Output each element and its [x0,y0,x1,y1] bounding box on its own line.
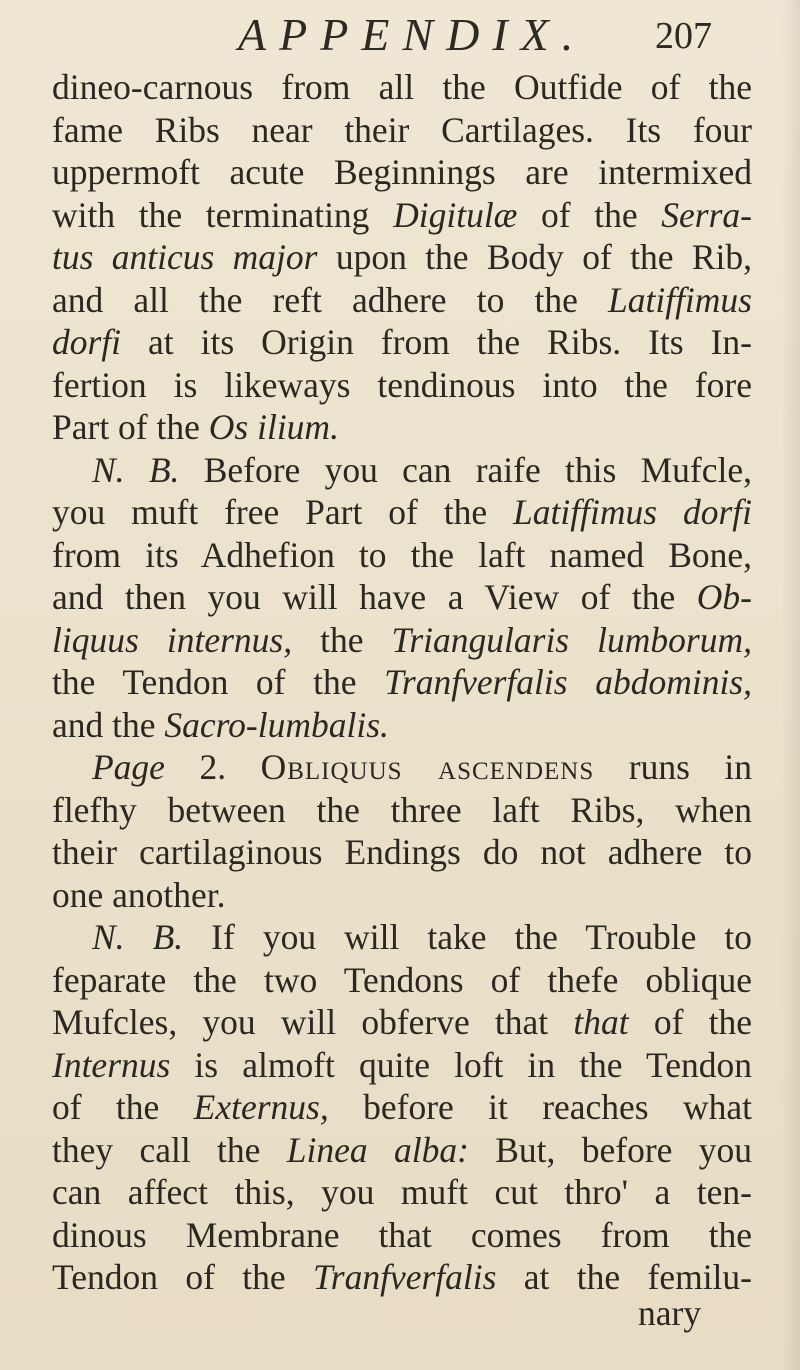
text-line: their cartilaginous Endings do not adhere to [52,832,752,872]
text-line: and the Sacro-lumbalis. [52,704,389,745]
text-line: of the Externus, before it reaches what [52,1087,752,1127]
text-line: you muft free Part of the Latiffimus dorfi [52,492,752,532]
page-header [0,8,800,68]
text-line: uppermoft acute Beginnings are intermixed [52,152,752,192]
text-line: dinous Membrane that comes from the [52,1214,752,1255]
text-line: N. B. If you will take the Trouble to [92,917,752,957]
text-line: fame Ribs near their Cartilages. Its four [52,109,752,150]
text-line: feparate the two Tendons of thefe oblique [52,959,752,1000]
text-line: the Tendon of the Tranfverfalis abdominis, [52,662,752,702]
text-line: flefhy between the three laft Ribs, when [52,789,752,830]
text-line: Page 2. Obliquus ascendens runs in [92,747,753,787]
page-number: 207 [655,15,712,57]
text-line: Internus is almoft quite loft in the Tendon [52,1044,752,1085]
running-head: APPENDIX. [238,9,587,60]
body-text [52,66,752,1299]
text-line: with the terminating Digitulæ of the Serra- [52,194,752,235]
text-line: can affect this, you muft cut thro' a ten- [52,1172,752,1212]
text-line: they call the Linea alba: But, before you [52,1129,752,1170]
text-line: tus anticus major upon the Body of the Rib, [52,237,753,277]
text-line: N. B. Before you can raife this Mufcle, [92,449,752,490]
text-line: Mufcles, you will obferve that that of the [52,1002,752,1042]
text-line: and then you will have a View of the Ob- [52,577,752,617]
text-line: and all the reft adhere to the Latiffimus [52,279,752,320]
text-line: fertion is likeways tendinous into the fore [52,364,752,405]
text-line: Part of the Os ilium. [52,407,339,447]
catchword: nary [638,1293,702,1333]
text-line: Tendon of the Tranfverfalis at the femilu- [52,1257,752,1297]
page-edge-shadow [782,0,800,1370]
text-line: dorfi at its Origin from the Ribs. Its In- [52,322,752,362]
text-line: from its Adhefion to the laft named Bone, [52,534,752,575]
text-line: liquus internus, the Triangularis lumborum, [52,619,752,660]
text-line: one another. [52,874,226,915]
text-line: dineo-carnous from all the Outfide of the [52,67,752,107]
